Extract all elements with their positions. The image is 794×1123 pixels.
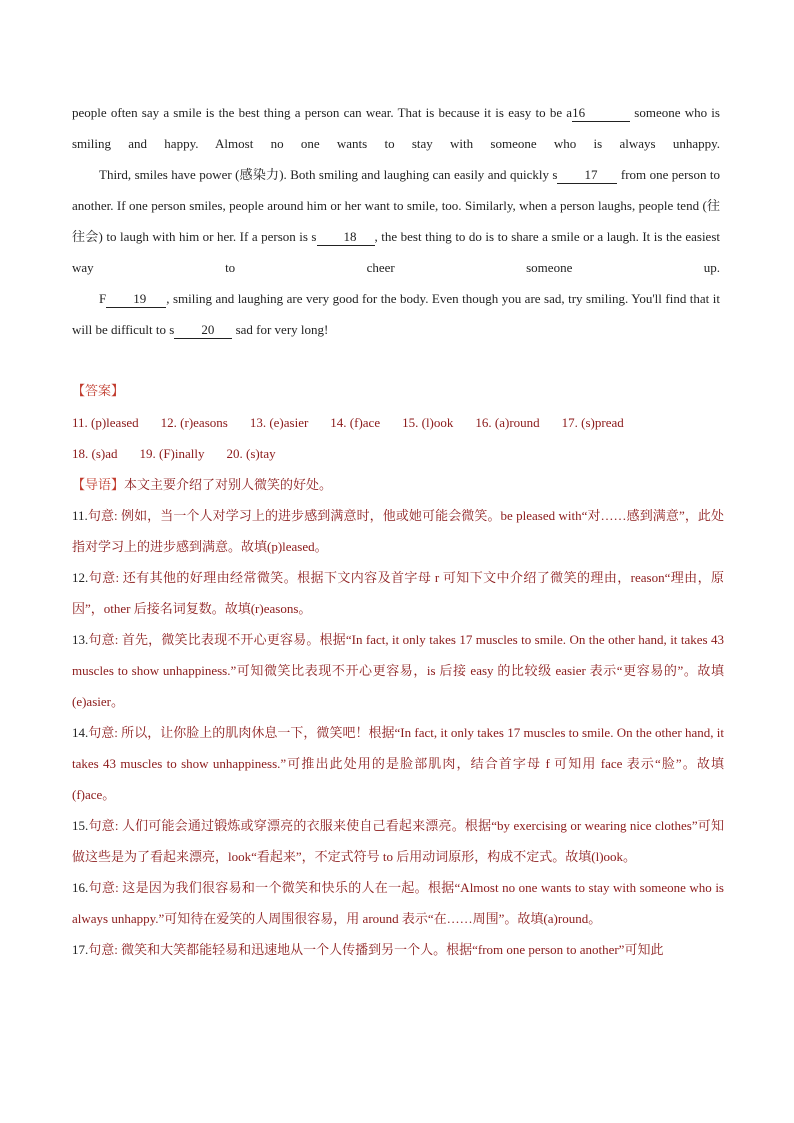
explanation-15: 15.句意: 人们可能会通过锻炼或穿漂亮的衣服来使自己看起来漂亮。根据“by exercising or wearing nice clothes”可知做这些是为了看起来漂亮，look“看起来”，不定式符号 to 后用动词原形，构成不定式。故填(l)ook。 — [72, 818, 724, 864]
blank-18: 18 — [317, 229, 375, 246]
answer-item: 19. (F)inally — [139, 446, 205, 461]
answer-item: 16. (a)round — [475, 415, 540, 430]
explanation-13: 13.句意: 首先，微笑比表现不开心更容易。根据“In fact, it only takes 17 muscles to smile. On the other hand, it takes 43 muscles to show unhappiness.”可知微笑比表现不开心更容易，is 后接 easy 的比较级 easier 表示“更容易的”。故填(e)asier。 — [72, 632, 724, 709]
answer-item: 12. (r)easons — [160, 415, 228, 430]
intro-text: 本文主要介绍了对别人微笑的好处。 — [124, 477, 333, 492]
answer-item: 17. (s)pread — [561, 415, 624, 430]
blank-16: 16 — [572, 105, 630, 122]
explanation-17: 17.句意: 微笑和大笑都能轻易和迅速地从一个人传播到另一个人。根据“from one person to another”可知此 — [72, 942, 664, 957]
intro-label: 【导语】 — [72, 477, 125, 492]
answer-section — [72, 376, 724, 965]
answer-item: 15. (l)ook — [402, 415, 454, 430]
passage-paragraph-3: F 19 , smiling and laughing are very good for the body. Even though you are sad, try smiling. You'll find that it will be difficult to s 20 sad for very long! — [72, 291, 720, 337]
intro-line — [72, 469, 724, 500]
answer-item: 18. (s)ad — [72, 446, 118, 461]
explanation-14: 14.句意: 所以，让你脸上的肌肉休息一下，微笑吧！根据“In fact, it only takes 17 muscles to smile. On the other hand, it takes 43 muscles to show unhappiness.”可推出此处用的是脸部肌肉，结合首字母 f 可知用 face 表示“脸”。故填(f)ace。 — [72, 725, 724, 802]
explanation-11: 11.句意: 例如，当一个人对学习上的进步感到满意时，他或她可能会微笑。be pleased with“对……感到满意”，此处指对学习上的进步感到满意。故填(p)leased。 — [72, 508, 724, 554]
blank-20: 20 — [174, 322, 232, 339]
explanation-16: 16.句意: 这是因为我们很容易和一个微笑和快乐的人在一起。根据“Almost no one wants to stay with someone who is always unhappy.”可知待在爱笑的人周围很容易，用 around 表示“在……周围”。故填(a)round。 — [72, 880, 724, 926]
answer-item: 11. (p)leased — [72, 415, 139, 430]
explanation-12: 12.句意: 还有其他的好理由经常微笑。根据下文内容及首字母 r 可知下文中介绍了微笑的理由，reason“理由，原因”，other 后接名词复数。故填(r)easons。 — [72, 570, 724, 616]
passage-paragraph-1: people often say a smile is the best thing a person can wear. That is because it is easy to be a16 someone who is smiling and happy. Almost no one wants to stay with someone who is always unhappy. — [72, 105, 720, 151]
blank-17: 17 — [557, 167, 617, 184]
answer-item: 14. (f)ace — [330, 415, 381, 430]
passage-paragraph-2: Third, smiles have power (感染力). Both smiling and laughing can easily and quickly s 17 from one person to another. If one person smiles, people around him or her want to smile, too. Similarly, when a person laughs, people tend (往往会) to laugh with him or her. If a person is s 18 , the best thing to do is to share a smile or a laugh. It is the easiest way to cheer someone up. — [72, 167, 721, 275]
answer-item: 13. (e)asier — [249, 415, 309, 430]
answer-line-2 — [72, 438, 724, 469]
answer-item: 20. (s)tay — [226, 446, 276, 461]
passage — [72, 97, 720, 345]
answer-line-1 — [72, 407, 724, 438]
answer-header: 【答案】 — [72, 384, 125, 399]
blank-19: 19 — [106, 291, 166, 308]
